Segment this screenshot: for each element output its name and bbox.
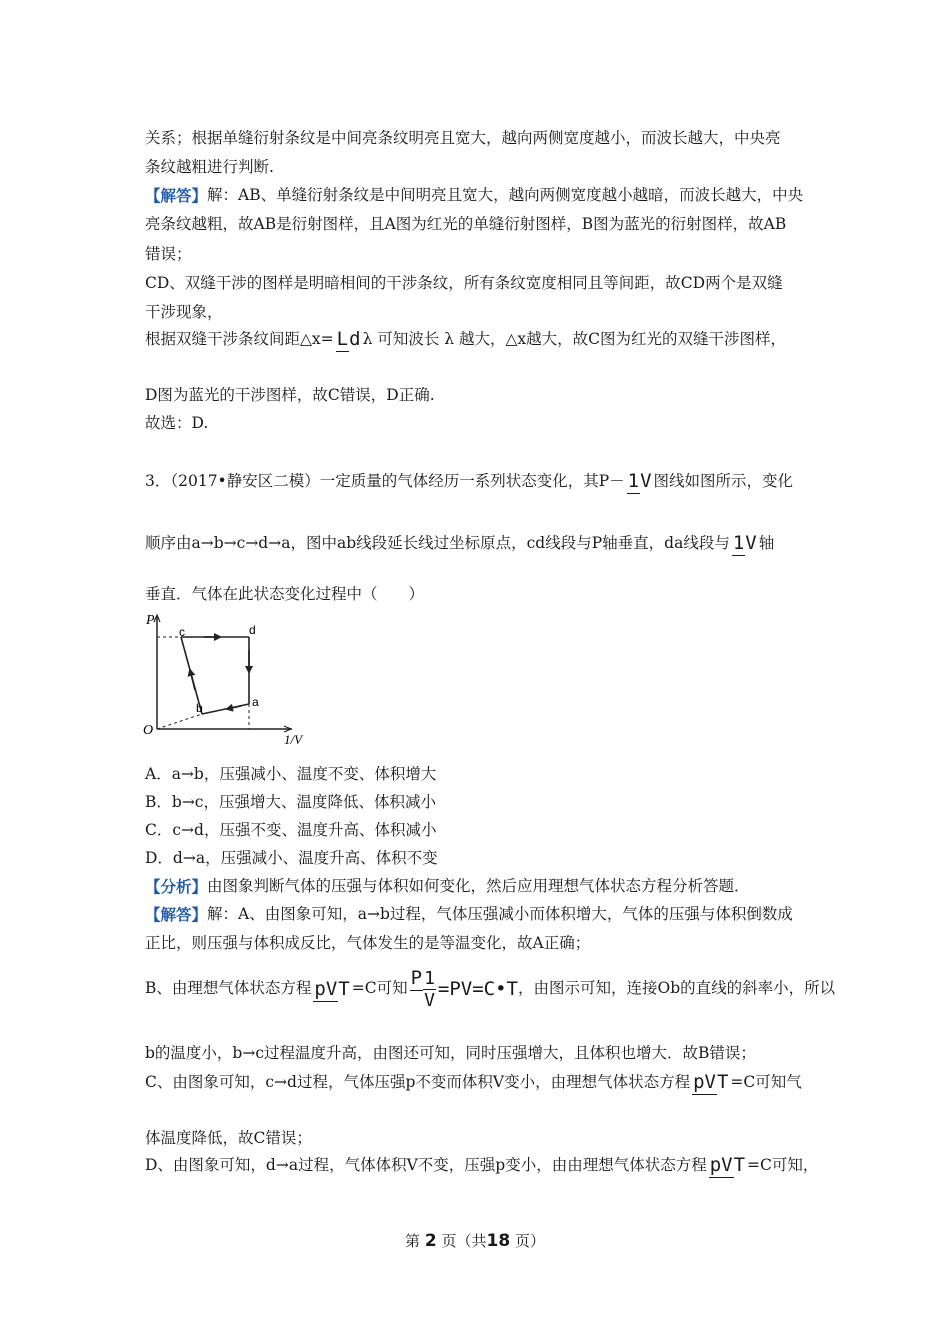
- page-total: 18: [486, 1231, 511, 1251]
- formula-line: 根据双缝干涉条纹间距△x= Ld λ 可知波长 λ 越大，△x越大，故C图为红光的双缝干涉图样，: [145, 328, 787, 350]
- p-vs-inverse-v-graph: [140, 612, 310, 746]
- fraction-pV-over-T: pVT: [693, 1071, 729, 1093]
- point-d-label: d: [249, 623, 256, 637]
- x-axis-label: 1/V: [284, 732, 303, 746]
- formula-line: D、由图象可知，d→a过程，气体体积V不变，压强p变小，由由理想气体状态方程 pVT =C可知，: [145, 1154, 819, 1176]
- page-number: 2: [424, 1231, 437, 1251]
- fraction-pV-over-T: pVT: [709, 1154, 746, 1176]
- fraction-1-over-V: 1V: [732, 532, 757, 554]
- answer-tag: 【解答】: [145, 186, 208, 206]
- option-d: D．d→a，压强减小、温度升高、体积不变: [145, 849, 438, 868]
- text-line: 【解答】解：A、由图象可知，a→b过程，气体压强减小而体积增大，气体的压强与体积倒数成: [145, 905, 793, 925]
- page-footer: 第 2 页（共18 页）: [405, 1231, 545, 1251]
- text-line: D图为蓝光的干涉图样，故C错误，D正确.: [145, 386, 435, 405]
- point-c-label: c: [179, 625, 185, 639]
- text-line: 亮条纹越粗，故AB是衍射图样，且A图为红光的单缝衍射图样，B图为蓝光的衍射图样，故AB: [145, 215, 787, 234]
- question-stem: 顺序由a→b→c→d→a，图中ab线段延长线过坐标原点，cd线段与P轴垂直，da线段与 1V 轴: [145, 532, 775, 554]
- arrow-bc: [190, 670, 195, 690]
- option-a: A．a→b，压强减小、温度不变、体积增大: [145, 765, 437, 784]
- y-axis-label: P: [146, 613, 155, 628]
- fraction-pV-over-T: pVT: [314, 977, 350, 1000]
- formula-line: B、由理想气体状态方程 pVT =C可知 P $\frac{1}{V}$ =PV=C•T，由图示可知，连接Ob的直线的斜率小，所以: [145, 967, 836, 1011]
- answer-tag: 【解答】: [145, 905, 208, 925]
- formula-line: C、由图象可知，c→d过程，气体压强p不变而体积V变小，由理想气体状态方程 pVT =C可知气: [145, 1071, 802, 1093]
- fraction-1-over-V: 1V: [627, 470, 652, 492]
- segment-ab: [202, 704, 249, 714]
- text-line: b的温度小，b→c过程温度升高，由图还可知，同时压强增大，且体积也增大．故B错误；: [145, 1044, 756, 1063]
- fraction-L-over-d: Ld: [336, 328, 361, 350]
- option-c: C．c→d，压强不变、温度升高、体积减小: [145, 821, 437, 840]
- point-a-label: a: [252, 695, 259, 709]
- option-b: B．b→c，压强增大、温度降低、体积减小: [145, 793, 436, 812]
- text-line: 【解答】解：AB、单缝衍射条纹是中间明亮且宽大，越向两侧宽度越小越暗，而波长越大，中央: [145, 186, 804, 206]
- text-line: 故选：D.: [145, 414, 209, 433]
- fraction-P-over-1-over-V: P $\frac{1}{V}$: [410, 967, 435, 1011]
- question-stem: 垂直．气体在此状态变化过程中（ ）: [145, 585, 425, 604]
- question-stem: 3．（2017•静安区二模）一定质量的气体经历一系列状态变化，其P－ 1V 图线如图所示，变化: [145, 470, 794, 492]
- analysis-line: 【分析】由图象判断气体的压强与体积如何变化，然后应用理想气体状态方程分析答题．: [145, 877, 750, 897]
- text-line: 关系；根据单缝衍射条纹是中间亮条纹明亮且宽大，越向两侧宽度越小，而波长越大，中央亮: [145, 129, 781, 148]
- text-line: 体温度降低，故C错误；: [145, 1129, 312, 1148]
- point-b-label: b: [196, 701, 203, 715]
- text-line: 干涉现象，: [145, 303, 223, 322]
- origin-label: O: [143, 723, 154, 738]
- text-line: 条纹越粗进行判断.: [145, 158, 274, 177]
- text-line: 错误；: [145, 245, 192, 264]
- text-line: 正比，则压强与体积成反比，气体发生的是等温变化，故A正确；: [145, 934, 591, 953]
- analysis-tag: 【分析】: [145, 877, 208, 897]
- text-line: CD、双缝干涉的图样是明暗相间的干涉条纹，所有条纹宽度相同且等间距，故CD两个是双缝: [145, 274, 783, 293]
- dashed-extension: [157, 714, 202, 729]
